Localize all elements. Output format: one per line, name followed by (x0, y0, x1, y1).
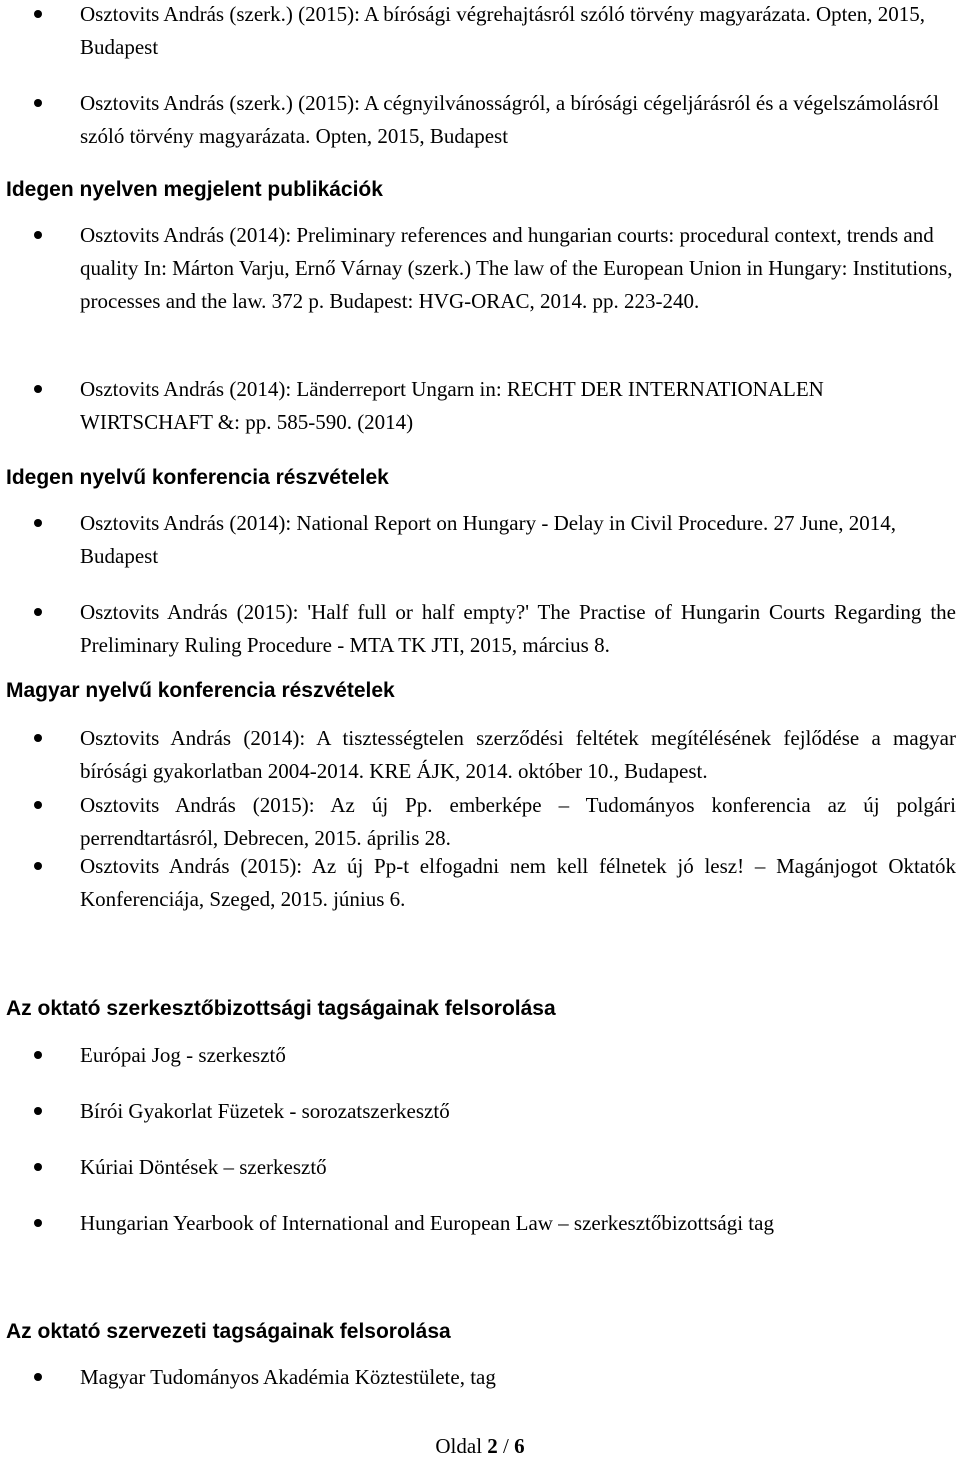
list-item (80, 219, 956, 318)
section-heading: Az oktató szerkesztőbizottsági tagságainak felsorolása (6, 997, 556, 1020)
footer-label: Oldal (435, 1434, 483, 1458)
list-item (80, 1361, 956, 1394)
list-item-text: Hungarian Yearbook of International and European Law – szerkesztőbizottsági tag (80, 1211, 774, 1235)
list-item (80, 722, 956, 788)
list-item (80, 789, 956, 855)
list-item (80, 1095, 956, 1128)
list-item-text: Európai Jog - szerkesztő (80, 1043, 286, 1067)
list-item-text: Osztovits András (2015): 'Half full or half empty?' The Practise of Hungarin Courts Regarding the Preliminary Ruling Procedure - MTA TK JTI, 2015, március 8. (80, 600, 956, 657)
list-item-text: Bírói Gyakorlat Füzetek - sorozatszerkesztő (80, 1099, 450, 1123)
section-heading: Magyar nyelvű konferencia részvételek (6, 679, 395, 702)
list-item (80, 1039, 956, 1072)
list-item (80, 0, 956, 64)
list-item-text: Osztovits András (2014): A tisztességtelen szerződési feltétek megítélésének fejlődése a magyar bírósági gyakorlatban 2004-2014. KRE ÁJK, 2014. október 10., Budapest. (80, 726, 956, 783)
list-item (80, 507, 956, 573)
bullet-icon (34, 1051, 42, 1059)
list-item (80, 87, 956, 153)
list-item-text: Osztovits András (szerk.) (2015): A cégnyilvánosságról, a bírósági cégeljárásról és a végelszámolásról szóló törvény magyarázata. Opten, 2015, Budapest (80, 91, 940, 148)
bullet-icon (34, 10, 42, 18)
list-item (80, 596, 956, 662)
list-item-text: Osztovits András (2015): Az új Pp-t elfogadni nem kell félnetek jó lesz! – Magánjogot Oktatók Konferenciája, Szeged, 2015. június 6. (80, 854, 956, 911)
bullet-icon (34, 385, 42, 393)
bullet-icon (34, 1163, 42, 1171)
list-item (80, 373, 956, 439)
bullet-icon (34, 734, 42, 742)
bullet-icon (34, 862, 42, 870)
list-item-text: Osztovits András (2014): Länderreport Ungarn in: RECHT DER INTERNATIONALEN WIRTSCHAFT &: pp. 585-590. (2014) (80, 377, 824, 434)
section-heading: Idegen nyelven megjelent publikációk (6, 178, 383, 201)
bullet-icon (34, 1107, 42, 1115)
page-separator: / (503, 1434, 509, 1458)
bullet-icon (34, 1373, 42, 1381)
section-heading: Az oktató szervezeti tagságainak felsorolása (6, 1320, 451, 1343)
list-item-text: Kúriai Döntések – szerkesztő (80, 1155, 327, 1179)
list-item-text: Osztovits András (2014): Preliminary references and hungarian courts: procedural context, trends and quality In: Márton Varju, Ernő Várnay (szerk.) The law of the European Union in Hungary: Institutions, processes and the law. 372 p. Budapest: HVG-ORAC, 2014. pp. 223-240. (80, 223, 953, 313)
bullet-icon (34, 99, 42, 107)
list-item (80, 1151, 956, 1184)
section-heading: Idegen nyelvű konferencia részvételek (6, 466, 389, 489)
page-current: 2 (487, 1434, 498, 1458)
list-item-text: Osztovits András (2015): Az új Pp. emberképe – Tudományos konferencia az új polgári perrendtartásról, Debrecen, 2015. április 28. (80, 793, 956, 850)
bullet-icon (34, 1219, 42, 1227)
bullet-icon (34, 801, 42, 809)
bullet-icon (34, 231, 42, 239)
bullet-icon (34, 519, 42, 527)
bullet-icon (34, 608, 42, 616)
list-item-text: Osztovits András (szerk.) (2015): A bírósági végrehajtásról szóló törvény magyarázata. Opten, 2015, Budapest (80, 2, 926, 59)
list-item-text: Magyar Tudományos Akadémia Köztestülete, tag (80, 1365, 496, 1389)
page-total: 6 (514, 1434, 525, 1458)
list-item (80, 1207, 956, 1240)
list-item-text: Osztovits András (2014): National Report on Hungary - Delay in Civil Procedure. 27 June, 2014, Budapest (80, 511, 896, 568)
list-item (80, 850, 956, 916)
